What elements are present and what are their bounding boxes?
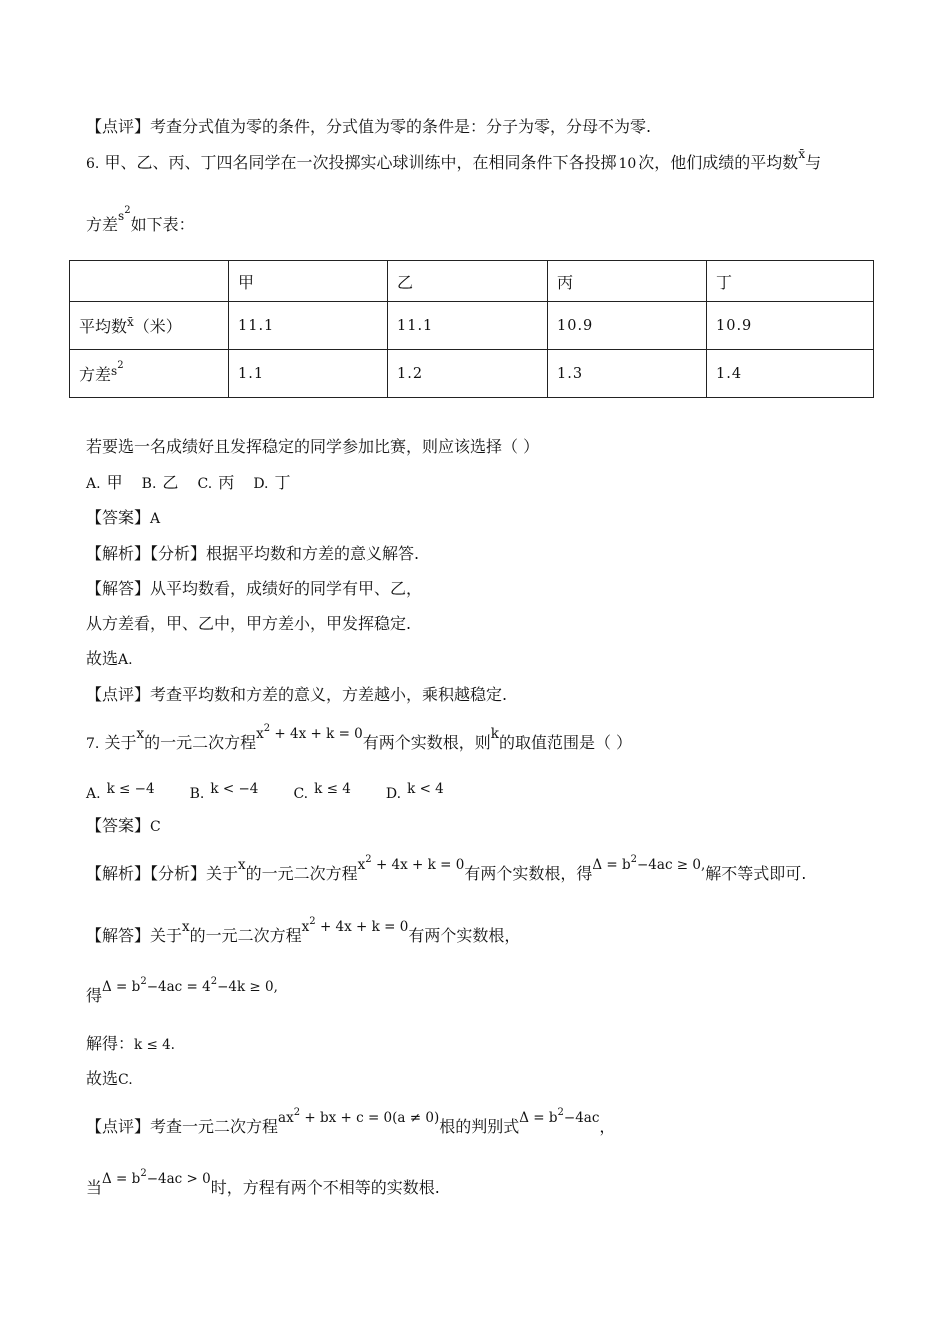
q6-option-c-text: 丙: [218, 473, 235, 492]
q7-analysis-eq-rest: + 4x + k = 0: [371, 857, 465, 873]
q7-gen-exp: 2: [293, 1107, 301, 1118]
table-header-empty: [70, 261, 229, 302]
q7-de-b: −4ac = 4: [146, 979, 211, 995]
q7-when-text: 时，方程有两个不相等的实数根.: [210, 1178, 440, 1197]
q6-solution-line2: 从方差看，甲、乙中，甲方差小，甲发挥稳定.: [86, 614, 412, 633]
q6-stem-c: 与: [805, 153, 822, 172]
q6-answer: [86, 507, 160, 530]
q7-option-a-label: A.: [86, 786, 101, 802]
variance-label-s: s: [111, 364, 118, 378]
q7-answer-value: C: [150, 819, 161, 835]
q7-option-b[interactable]: [190, 782, 259, 805]
q7-analysis-discriminant: [592, 854, 706, 873]
q6-stem-line2: [86, 205, 195, 239]
variance-bing: 1.3: [548, 350, 707, 398]
q7-derivation-label: 得: [86, 986, 103, 1005]
q7-analysis-eq-x: x: [357, 857, 366, 873]
q7-when-label: 当: [86, 1178, 103, 1197]
variance-yi: 1.2: [388, 350, 548, 398]
q7-solved: [86, 1033, 175, 1056]
q7-option-d-label: D.: [385, 786, 402, 802]
q7-analysis-eq-exp: 2: [365, 854, 372, 865]
q7-eq-rest: + 4x + k = 0: [270, 726, 363, 742]
q7-when-exp: 2: [140, 1168, 147, 1179]
q6-answer-value: A: [150, 511, 161, 527]
q6-options: [86, 472, 305, 495]
table-header-yi: 乙: [388, 261, 548, 302]
variance-row-label: [70, 350, 229, 398]
q7-stem: [86, 723, 633, 757]
mean-row-label: [70, 302, 229, 350]
q7-option-a[interactable]: [86, 782, 155, 805]
q7-equation: [256, 723, 363, 742]
q7-choose: [86, 1068, 133, 1091]
mean-label-xbar: x̄: [127, 315, 134, 329]
q6-xbar: x̄: [798, 147, 806, 161]
q7-derivation: [86, 976, 278, 1010]
q7-solved-label: 解得：: [86, 1034, 135, 1053]
table-header-jia: 甲: [229, 261, 388, 302]
q7-option-c-label: C.: [293, 786, 309, 802]
q7-solved-value: k ≤ 4.: [134, 1037, 175, 1053]
mean-yi: 11.1: [388, 302, 548, 350]
q6-data-table: [69, 260, 874, 398]
q7-var-x: x: [136, 726, 145, 742]
q6-option-b-label: B.: [141, 476, 157, 492]
q7-stem-b: 的一元二次方程: [144, 733, 257, 752]
q6-stem-e: 如下表：: [130, 215, 195, 234]
q6-option-d[interactable]: [253, 472, 290, 495]
q7-analysis-b: 的一元二次方程: [245, 864, 358, 883]
q6-option-a[interactable]: [86, 472, 123, 495]
q7-option-d[interactable]: [386, 782, 444, 805]
mean-ding: 10.9: [707, 302, 874, 350]
q7-stem-a: 关于: [104, 733, 137, 752]
q7-de-exp1: 2: [140, 976, 147, 987]
q6-count: 10: [618, 156, 637, 172]
q7-gen-b: + bx + c = 0(a ≠ 0): [300, 1110, 440, 1126]
q6-stem-d: 方差: [86, 215, 119, 234]
q7-sol-equation: [301, 916, 409, 935]
q6-analysis: 【解析】【分析】根据平均数和方差的意义解答.: [86, 544, 420, 563]
q6-stem-line1: [86, 147, 822, 175]
q7-derivation-expr: [102, 976, 278, 995]
q7-de-exp2: 2: [210, 976, 218, 987]
q7-general-equation: [278, 1107, 440, 1126]
q6-answer-label: 【答案】: [86, 508, 151, 527]
q7-comment-c: ，: [599, 1117, 616, 1136]
table-header-row: [70, 261, 874, 302]
q7-sol-eq-exp: 2: [309, 916, 316, 927]
q7-analysis-equation: [357, 854, 465, 873]
q7-disc2-b: −4ac: [563, 1110, 600, 1126]
q7-analysis-a: 【解析】【分析】关于: [86, 864, 239, 883]
q7-sol-x: x: [182, 919, 190, 935]
variance-label-text: 方差: [79, 365, 112, 384]
q7-comment-a: 【点评】考查一元二次方程: [86, 1117, 279, 1136]
q6-option-c-label: C.: [197, 476, 213, 492]
variance-ding: 1.4: [707, 350, 874, 398]
q7-disc-b: −4ac ≥ 0,: [637, 857, 706, 873]
q7-comment-b: 根的判别式: [439, 1117, 520, 1136]
table-header-bing: 丙: [548, 261, 707, 302]
q6-option-d-text: 丁: [274, 473, 291, 492]
q7-solution: [86, 916, 521, 950]
q7-sol-b: 的一元二次方程: [189, 926, 302, 945]
q7-when: [86, 1168, 440, 1202]
q7-analysis-x: x: [238, 857, 246, 873]
q7-disc2-a: Δ = b: [519, 1110, 558, 1126]
q7-stem-d: 的取值范围是（ ）: [498, 733, 633, 752]
q6-question: 若要选一名成绩好且发挥稳定的同学参加比赛，则应该选择（ ）: [86, 437, 540, 456]
q7-when-b: −4ac > 0: [146, 1171, 211, 1187]
q7-sol-a: 【解答】关于: [86, 926, 183, 945]
q7-number: 7.: [86, 736, 100, 752]
q6-choose-value: A.: [118, 652, 133, 668]
q7-option-d-text: k < 4: [407, 781, 444, 797]
q6-s-symbol: [118, 205, 131, 223]
variance-label-exponent: 2: [117, 360, 124, 371]
q7-option-b-text: k < −4: [210, 781, 259, 797]
variance-jia: 1.1: [229, 350, 388, 398]
mean-label-text: 平均数: [79, 317, 128, 336]
mean-jia: 11.1: [229, 302, 388, 350]
q6-choose-label: 故选: [86, 649, 119, 668]
mean-label-unit: （米）: [133, 317, 182, 336]
q7-options: [86, 782, 458, 805]
q6-option-c[interactable]: [198, 472, 235, 495]
q7-var-k: k: [490, 726, 499, 742]
q6-option-a-text: 甲: [106, 473, 123, 492]
q7-analysis: [86, 854, 807, 888]
q7-analysis-c: 有两个实数根，得: [464, 864, 593, 883]
q7-option-c[interactable]: [293, 782, 350, 805]
q7-de-c: −4k ≥ 0,: [217, 979, 278, 995]
q7-gen-a: ax: [278, 1110, 294, 1126]
q7-comment-discriminant: [519, 1107, 600, 1126]
q7-sol-eq-rest: + 4x + k = 0: [315, 919, 409, 935]
q7-comment: [86, 1107, 616, 1141]
q7-option-b-label: B.: [189, 786, 205, 802]
q6-option-d-label: D.: [253, 476, 269, 492]
q6-option-b-text: 乙: [162, 473, 179, 492]
q7-when-expr: [102, 1168, 211, 1187]
q7-choose-value: C.: [118, 1072, 133, 1088]
q7-eq-x: x: [256, 726, 264, 742]
q7-de-a: Δ = b: [102, 979, 141, 995]
q7-answer-label: 【答案】: [86, 816, 151, 835]
q7-choose-label: 故选: [86, 1069, 119, 1088]
q6-solution-line1: 【解答】从平均数看，成绩好的同学有甲、乙，: [86, 579, 423, 598]
q6-choose: [86, 648, 133, 671]
q7-sol-c: 有两个实数根，: [408, 926, 521, 945]
q6-s-exponent: 2: [124, 205, 131, 216]
mean-bing: 10.9: [548, 302, 707, 350]
table-row-mean: [70, 302, 874, 350]
q7-stem-c: 有两个实数根，则: [362, 733, 491, 752]
table-row-variance: [70, 350, 874, 398]
q6-stem-b: 次，他们成绩的平均数: [638, 153, 799, 172]
q7-eq-exponent: 2: [263, 723, 271, 734]
q7-disc-exp: 2: [630, 854, 637, 865]
table-header-ding: 丁: [707, 261, 874, 302]
q7-answer: [86, 815, 161, 838]
q7-option-c-text: k ≤ 4: [314, 781, 351, 797]
q6-comment: 【点评】考查平均数和方差的意义，方差越小，乘积越稳定.: [86, 685, 508, 704]
q7-disc2-exp: 2: [557, 1107, 564, 1118]
q7-analysis-d: 解不等式即可.: [705, 864, 807, 883]
q7-option-a-text: k ≤ −4: [106, 781, 155, 797]
q6-s: s: [118, 209, 125, 223]
q7-disc-a: Δ = b: [592, 857, 631, 873]
q6-stem-a: 甲、乙、丙、丁四名同学在一次投掷实心球训练中，在相同条件下各投掷: [104, 153, 617, 172]
q7-sol-eq-x: x: [301, 919, 310, 935]
q6-option-a-label: A.: [86, 476, 101, 492]
q6-option-b[interactable]: [142, 472, 179, 495]
q7-when-a: Δ = b: [102, 1171, 141, 1187]
q6-number: 6.: [86, 156, 100, 172]
q5-comment: 【点评】考查分式值为零的条件，分式值为零的条件是：分子为零，分母不为零.: [86, 117, 652, 136]
